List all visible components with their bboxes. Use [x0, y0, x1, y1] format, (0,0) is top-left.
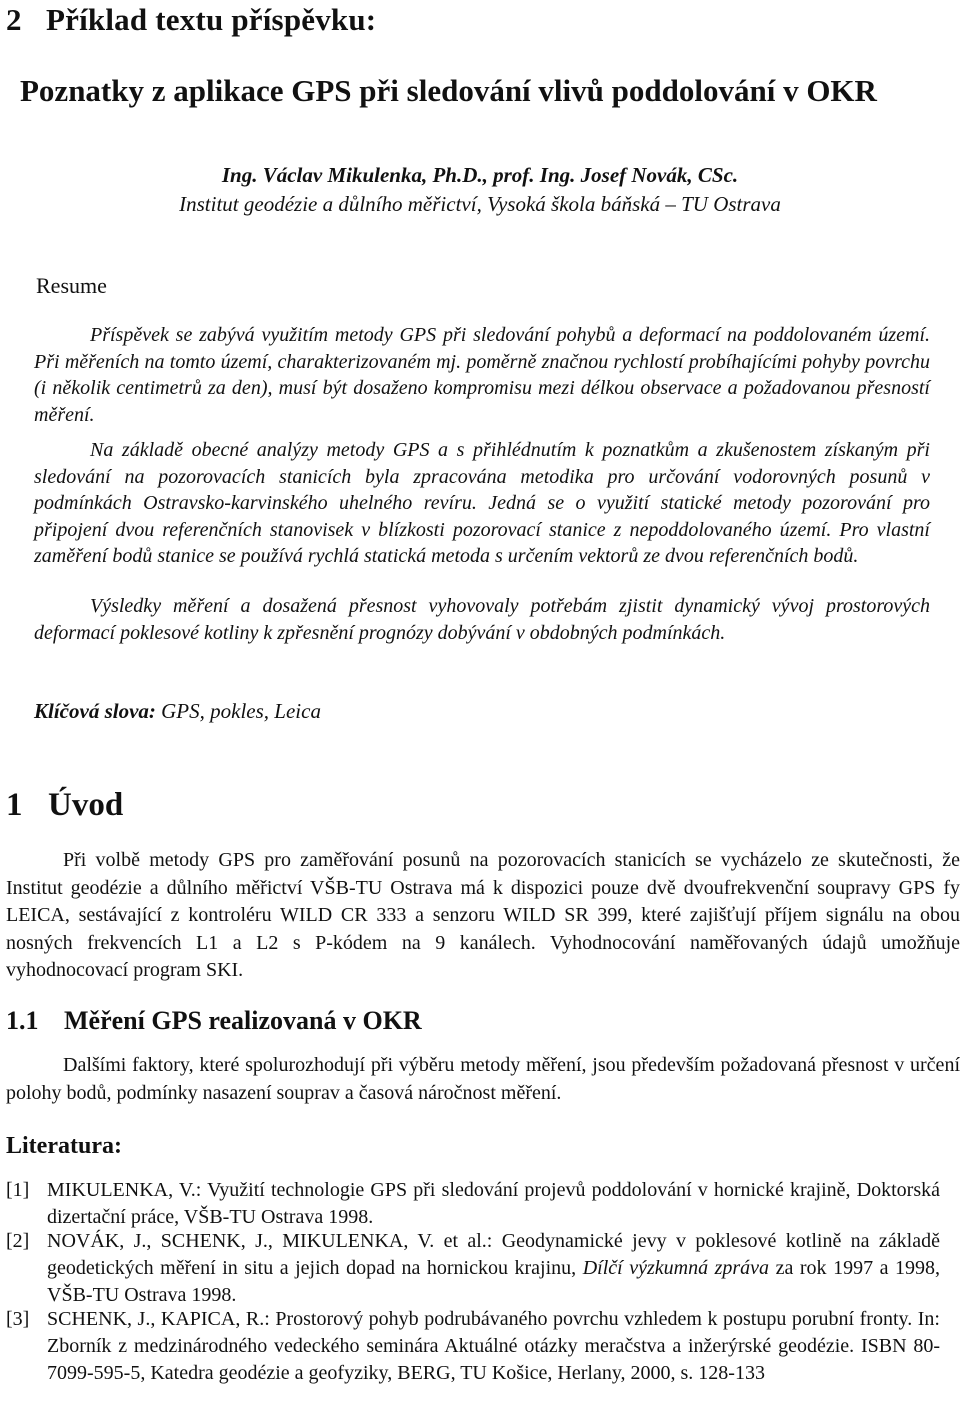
section-number: 2: [6, 2, 22, 37]
subsection-paragraph: Dalšími faktory, které spolurozhodují při výběru metody měření, jsou především požadovaná přesnost v určení polohy bodů, podmínky nasazení souprav a časová náročnost měření.: [6, 1054, 960, 1104]
subsection-number: 1.1: [6, 1006, 39, 1035]
intro-heading: [6, 787, 123, 824]
reference-item: [6, 1177, 940, 1231]
reference-item: [6, 1306, 940, 1387]
reference-text-end: za rok 1997 a 1998, VŠB-TU Ostrava 1998.: [47, 1257, 941, 1306]
resume-paragraph: Výsledky měření a dosažená přesnost vyhovovaly potřebám zjistit dynamický vývoj prostorových deformací poklesové kotliny k zpřesnění prognózy dobývání v obdobných podmínkách.: [34, 595, 930, 644]
keywords-value: GPS, pokles, Leica: [155, 699, 321, 723]
subsection-heading: [6, 1006, 422, 1036]
reference-number: [2]: [6, 1230, 30, 1252]
paper-title: Poznatky z aplikace GPS při sledování vlivů poddolování v OKR: [20, 73, 877, 108]
intro-paragraph: Při volbě metody GPS pro zaměřování posunů na pozorovacích stanicích se vycházelo ze skutečnosti, že Institut geodézie a důlního měřictví VŠB-TU Ostrava má k dispozici pouze dvě dvoufrekvenční soupravy GPS fy LEICA, sestávající z kontroléru WILD CR 333 a senzoru WILD SR 399, které zajišťují příjem signálu na obou nosných frekvencích L1 a L2 s P-kódem na 9 kanálech. Vyhodnocování naměřovaných údajů umožňuje vyhodnocovací program SKI.: [6, 849, 960, 981]
intro-title: Úvod: [48, 787, 124, 823]
keywords: [34, 699, 321, 724]
literature-heading: Literatura:: [6, 1133, 122, 1159]
subsection-title: Měření GPS realizovaná v OKR: [64, 1006, 422, 1035]
paper-authors: Ing. Václav Mikulenka, Ph.D., prof. Ing. Josef Novák, CSc.: [221, 163, 739, 187]
reference-text: NOVÁK, J., SCHENK, J., MIKULENKA, V. et al.: Geodynamické jevy v poklesové kotlině na základě geodetických měření in situ a jejich dopad na hornickou krajinu,: [47, 1230, 940, 1279]
reference-item: [6, 1228, 940, 1309]
reference-italic-text: Dílčí výzkumná zpráva: [582, 1257, 770, 1279]
keywords-label: Klíčová slova:: [34, 699, 156, 723]
section-heading: [6, 2, 376, 38]
reference-text: MIKULENKA, V.: Využití technologie GPS při sledování projevů poddolování v hornické krajině, Doktorská dizertační práce, VŠB-TU Ostrava 1998.: [47, 1179, 940, 1228]
resume-paragraph: Příspěvek se zabývá využitím metody GPS při sledování pohybů a deformací na poddolovaném území. Při měřeních na tomto území, charakterizovaném mj. poměrně značnou rychlostí probíhajícími pohyby povrchu (i několik centimetrů za den), musí být dosaženo kompromisu mezi délkou observace a požadovanou přesností měření.: [34, 324, 930, 426]
resume-heading: Resume: [36, 273, 107, 298]
reference-text: SCHENK, J., KAPICA, R.: Prostorový pohyb podrubávaného povrchu vzhledem k postupu porubní fronty. In: Zborník z medzinárodného vedeckého seminára Aktuálné otázky meračstva a inžerýrské geodézie. ISBN 80-7099-595-5, Katedra geodézie a geofyziky, BERG, TU Košice, Herlany, 2000, s. 128-133: [47, 1308, 940, 1384]
resume-paragraph: Na základě obecné analýzy metody GPS a s přihlédnutím k poznatkům a zkušenostem získaným při sledování na pozorovacích stanicích byla zpracována metodika pro určování vodorovných posunů v podmínkách Ostravsko-karvinského uhelného revíru. Jedná se o využití statické metody pozorování pro připojení dvou referenčních stanovisek v blízkosti pozorovací stanice z nepoddolovaného území. Pro vlastní zaměření bodů stanice se používá rychlá statická metoda s určením vektorů ze dvou referenčních bodů.: [34, 439, 930, 567]
reference-number: [3]: [6, 1308, 30, 1330]
intro-number: 1: [6, 787, 23, 823]
reference-number: [1]: [6, 1179, 30, 1201]
paper-affiliation: Institut geodézie a důlního měřictví, Vysoká škola báňská – TU Ostrava: [179, 192, 781, 216]
section-title: Příklad textu příspěvku:: [46, 2, 377, 37]
